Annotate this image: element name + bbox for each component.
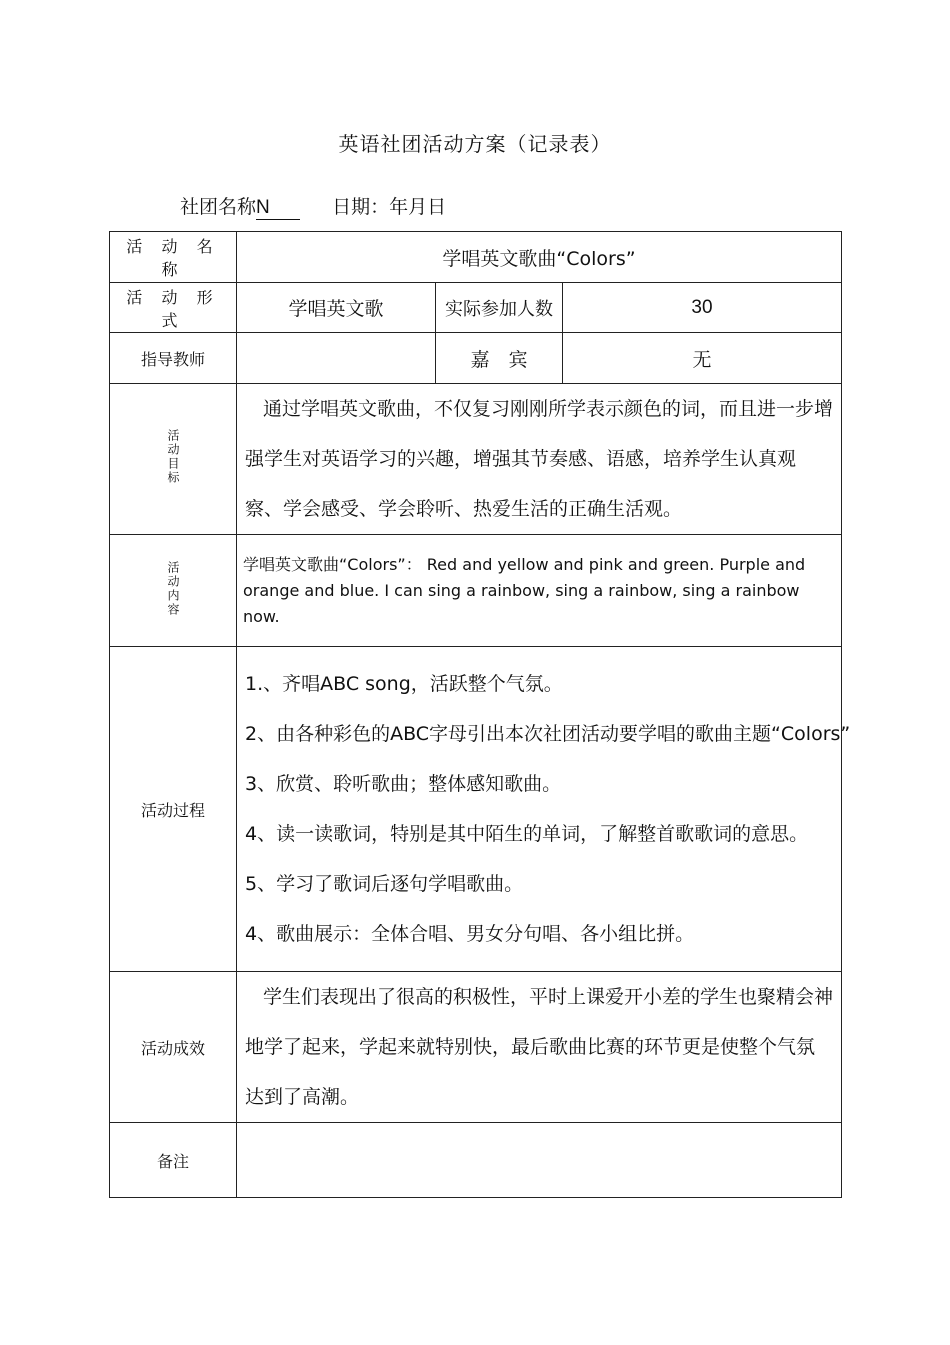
- participants-value: 30: [563, 283, 842, 333]
- table-row: [110, 1123, 842, 1198]
- process-label: 活动过程: [110, 647, 237, 972]
- table-row: [110, 232, 842, 283]
- club-name-label: 社团名称: [180, 196, 257, 218]
- list-item: 4、读一读歌词，特别是其中陌生的单词，了解整首歌歌词的意思。: [245, 823, 809, 845]
- remark-label: 备注: [110, 1123, 237, 1198]
- activity-form-label: 活 动 形 式: [110, 283, 237, 333]
- table-row: [110, 333, 842, 384]
- result-label: 活动成效: [110, 972, 237, 1123]
- record-meta: [180, 192, 446, 220]
- table-row: [110, 535, 842, 647]
- result-text: 学生们表现出了很高的积极性，平时上课爱开小差的学生也聚精会神地学了起来，学起来就特别快，最后歌曲比赛的环节更是使整个气氛达到了高潮。: [245, 986, 834, 1108]
- activity-record-table: [109, 231, 851, 1198]
- remark-value: [237, 1123, 842, 1198]
- list-item: 4、歌曲展示：全体合唱、男女分句唱、各小组比拼。: [245, 923, 695, 945]
- club-name-value: N: [256, 197, 300, 220]
- table-row: [110, 283, 842, 333]
- list-item: 5、学习了歌词后逐句学唱歌曲。: [245, 873, 524, 895]
- process-steps: [237, 647, 851, 972]
- table-row: [110, 972, 842, 1123]
- list-item: 2、由各种彩色的ABC字母引出本次社团活动要学唱的歌曲主题“Colors”: [245, 723, 851, 745]
- goal-label: 活动目标: [166, 429, 180, 485]
- teacher-label: 指导教师: [110, 333, 237, 384]
- list-item: 1.、齐唱ABC song，活跃整个气氛。: [245, 673, 563, 695]
- table-row: [110, 647, 842, 972]
- activity-name-label: 活 动 名 称: [110, 232, 237, 283]
- activity-name-value: 学唱英文歌曲“Colors”: [237, 232, 842, 283]
- participants-label: 实际参加人数: [436, 283, 563, 333]
- guest-label: 嘉 宾: [436, 333, 563, 384]
- content-label: 活动内容: [166, 560, 180, 617]
- goal-text: 通过学唱英文歌曲，不仅复习刚刚所学表示颜色的词，而且进一步增强学生对英语学习的兴趣，增强其节奏感、语感，培养学生认真观察、学会感受、学会聆听、热爱生活的正确生活观。: [245, 398, 834, 520]
- date-label: 日期：年月日: [332, 196, 447, 218]
- page-title: 英语社团活动方案（记录表）: [338, 132, 612, 156]
- guest-value: 无: [563, 333, 842, 384]
- list-item: 3、欣赏、聆听歌曲；整体感知歌曲。: [245, 773, 562, 795]
- teacher-value: [237, 333, 436, 384]
- table-row: [110, 384, 842, 535]
- content-text: 学唱英文歌曲“Colors”： Red and yellow and pink and green. Purple and orange and blue. I can sing a rainbow, sing a rainbow, sing a rainbow now.: [237, 535, 842, 647]
- activity-form-value: 学唱英文歌: [237, 283, 436, 333]
